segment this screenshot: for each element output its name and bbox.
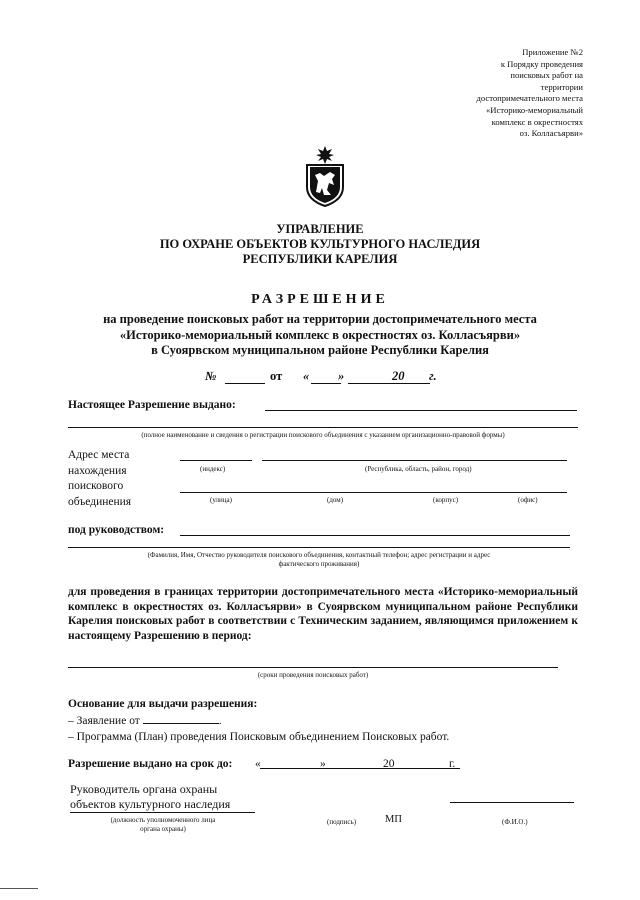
period-field[interactable] — [68, 667, 558, 668]
validity-year-prefix: 20 — [383, 758, 395, 770]
permit-subtitle-line: «Историко-мемориальный комплекс в окрестностях оз. Колласъярви» — [119, 327, 521, 342]
basis-heading: Основание для выдачи разрешения: — [68, 698, 258, 710]
annex-line: Приложение №2 — [522, 47, 583, 57]
validity-quote-close: » — [320, 758, 326, 770]
annex-line: поисковых работ на — [510, 70, 583, 81]
annex-line: комплекс в окрестностях — [491, 116, 583, 127]
leader-label: под руководством: — [68, 524, 165, 536]
permit-subtitle — [0, 312, 640, 359]
issued-to-label: Настоящее Разрешение выдано: — [68, 399, 236, 411]
stamp-place: МП — [385, 814, 402, 825]
index-caption: (индекс) — [200, 465, 226, 473]
basis-item-1-prefix: – Заявление от — [68, 715, 140, 727]
number-sign: № — [205, 369, 217, 383]
house-caption: (дом) — [327, 496, 344, 504]
leader-field[interactable] — [180, 535, 570, 536]
address-label-line: поискового — [68, 480, 124, 492]
quote-open: « — [303, 369, 310, 383]
authority-head-line: объектов культурного наследия — [70, 797, 231, 811]
address-label-line: Адрес места — [68, 449, 130, 461]
authority-head — [70, 782, 230, 812]
permit-subtitle-line: в Суоярвском муниципальном районе Республики Карелия — [151, 343, 489, 357]
building-caption: (корпус) — [433, 496, 459, 504]
position-caption-line: (должность уполномоченного лица — [110, 816, 216, 824]
office-caption: (офис) — [518, 496, 538, 504]
leader-caption — [68, 551, 570, 569]
issued-to-field[interactable] — [265, 410, 577, 411]
address-label — [68, 448, 131, 510]
period-caption: (сроки проведения поисковых работ) — [257, 671, 369, 679]
leader-caption-line: (Фамилия, Имя, Отчество руководителя поискового объединения, контактный телефон; адрес регистрации и адрес — [147, 551, 491, 559]
street-field[interactable] — [180, 492, 567, 493]
basis-item-2: – Программа (План) проведения Поисковым объединением Поисковых работ. — [68, 731, 450, 743]
organization-header — [0, 222, 640, 267]
coat-of-arms-icon — [300, 145, 350, 207]
quote-close: » — [338, 369, 345, 383]
street-caption: (улица) — [210, 496, 232, 504]
number-field[interactable] — [225, 383, 265, 384]
region-field[interactable] — [262, 460, 567, 461]
year-suffix: г. — [429, 369, 437, 383]
position-caption — [88, 816, 238, 834]
organization-line: ПО ОХРАНЕ ОБЪЕКТОВ КУЛЬТУРНОГО НАСЛЕДИЯ — [159, 237, 481, 251]
address-label-line: нахождения — [68, 464, 127, 477]
validity-year-suffix: г. — [449, 758, 456, 770]
index-field[interactable] — [180, 460, 252, 461]
authority-head-line: Руководитель органа охраны — [70, 782, 218, 796]
month-field[interactable] — [348, 383, 430, 384]
annex-line: «Историко-мемориальный — [485, 104, 583, 115]
organization-line: УПРАВЛЕНИЕ — [276, 222, 364, 236]
annex-line: к Порядку проведения — [500, 58, 583, 69]
basis-item-1-suffix: . — [218, 715, 222, 727]
validity-label: Разрешение выдано на срок до: — [68, 758, 233, 770]
year-prefix: 20 — [392, 369, 405, 383]
name-field[interactable] — [450, 802, 574, 803]
name-caption: (Ф.И.О.) — [502, 818, 528, 826]
annex-line: оз. Колласъярви» — [519, 128, 583, 139]
from-word: от — [270, 369, 283, 383]
organization-line: РЕСПУБЛИКИ КАРЕЛИЯ — [242, 252, 398, 266]
position-caption-line: органа охраны) — [140, 825, 186, 833]
basis-item-1 — [68, 713, 222, 728]
issued-to-caption: (полное наименование и сведения о регистрации поискового объединения с указанием организационно-правовой формы) — [141, 431, 505, 439]
leader-field-2[interactable] — [68, 547, 570, 548]
permit-title: РАЗРЕШЕНИЕ — [251, 292, 389, 307]
footnote-separator — [0, 888, 38, 889]
annex-note — [383, 47, 583, 140]
region-caption: (Республика, область, район, город) — [365, 465, 472, 473]
application-date-field[interactable] — [143, 713, 219, 724]
issued-to-field-2[interactable] — [68, 427, 578, 428]
day-field[interactable] — [311, 383, 341, 384]
position-field[interactable] — [70, 812, 255, 813]
validity-date-field[interactable] — [260, 768, 460, 769]
permit-subtitle-line: на проведение поисковых работ на территории достопримечательного места — [103, 312, 537, 326]
purpose-text: для проведения в границах территории достопримечательного места «Историко-мемориальный комплекс в окрестностях оз. Колласъярви» в Суоярвском муниципальном районе Республики Карелия поисковых работ в соответствии с Техническим заданием, являющимся приложением к настоящему Разрешению в период: — [68, 586, 578, 642]
leader-caption-line: фактического проживания) — [278, 560, 360, 568]
annex-line: достопримечательного места — [476, 93, 583, 104]
address-label-line: объединения — [68, 495, 132, 508]
validity-quote-open: « — [255, 758, 261, 770]
sign-caption: (подпись) — [327, 818, 357, 826]
annex-line: территории — [540, 81, 583, 92]
